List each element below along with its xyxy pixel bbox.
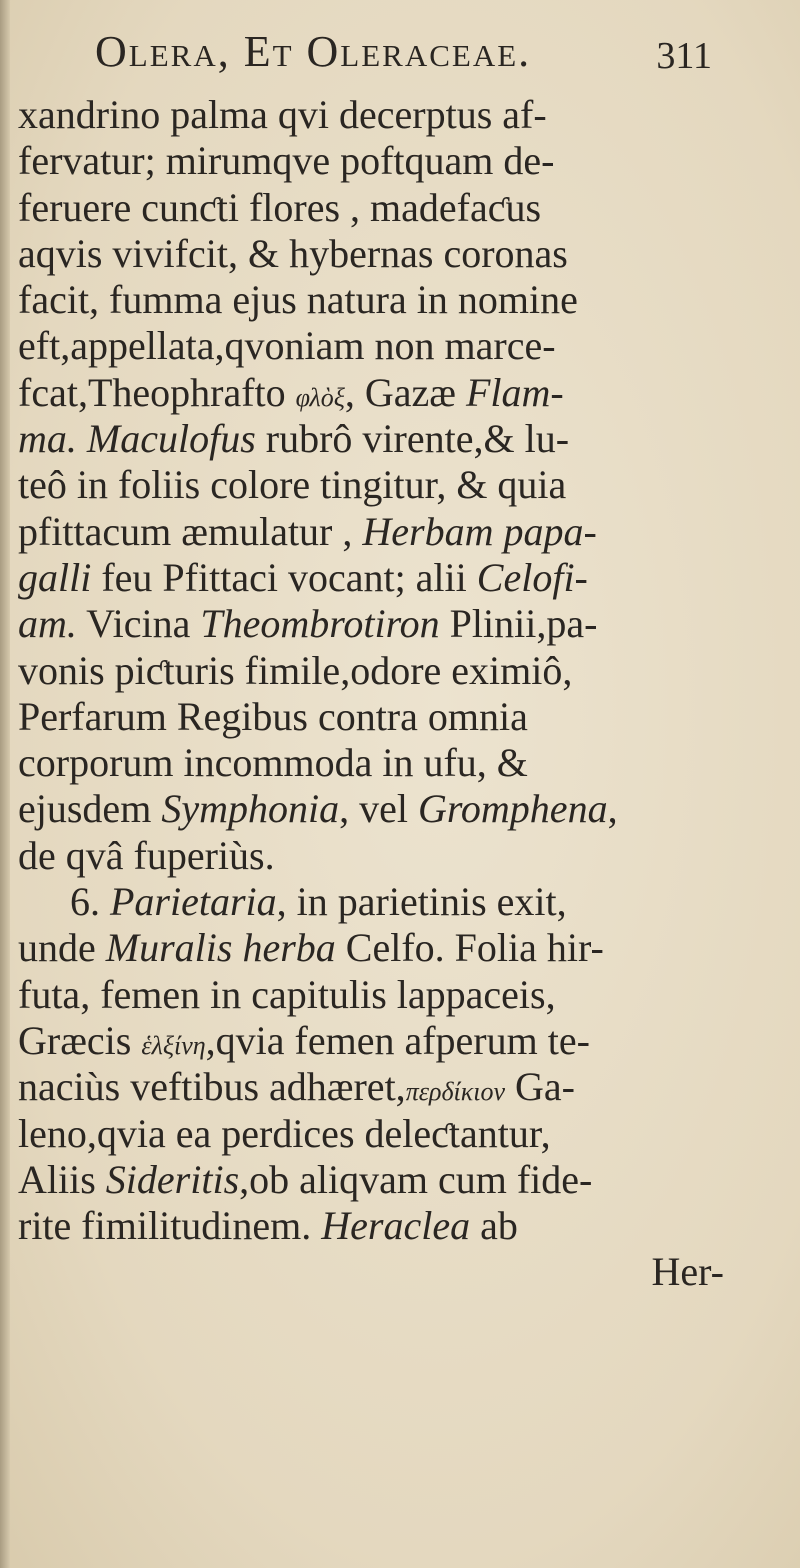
italic-term: ma. <box>18 416 77 462</box>
text-run: rubrô virente,& lu- <box>255 416 570 462</box>
text-line <box>18 509 724 555</box>
text-run: teô in foliis colore tingitur, & quia <box>18 462 567 508</box>
text-line <box>18 185 724 231</box>
greek-word: περδίκιον <box>405 1077 505 1107</box>
text-run: ,qvia femen afperum te- <box>205 1017 590 1063</box>
greek-word: ἑλξίνη <box>141 1030 206 1060</box>
text-run: fervatur; mirumqve poftquam de- <box>18 138 555 184</box>
text-run: aqvis vivifcit, & hybernas coronas <box>18 230 568 276</box>
text-run: vonis piƈturis fimile,odore eximiô, <box>18 647 573 693</box>
text-run: naciùs veftibus adhæret, <box>18 1064 406 1110</box>
text-run: Aliis <box>18 1156 106 1202</box>
text-line <box>18 648 724 694</box>
text-run: ab <box>470 1203 518 1249</box>
text-run: pfittacum æmulatur , <box>18 508 363 554</box>
italic-term: galli <box>18 554 92 600</box>
text-run: ,ob aliqvam cum fide- <box>239 1156 593 1202</box>
text-run: unde <box>18 925 106 971</box>
italic-term: Theombrotiron <box>200 601 440 647</box>
italic-term: Sideritis <box>105 1156 240 1202</box>
body-text <box>18 92 724 1296</box>
italic-term: am. <box>18 601 77 647</box>
text-run <box>77 416 87 461</box>
text-run: , in parietinis exit, <box>276 879 567 925</box>
text-run: Perfarum Regibus contra omnia <box>18 693 528 739</box>
text-line <box>18 138 724 184</box>
page-number: 311 <box>656 35 712 77</box>
text-line <box>18 1111 724 1157</box>
italic-term: Herbam papa- <box>362 508 597 554</box>
text-run: xandrino palma qvi decerptus af- <box>18 92 547 137</box>
text-line <box>18 740 724 786</box>
text-line <box>18 694 724 740</box>
text-line <box>18 1064 724 1110</box>
text-line <box>18 1249 724 1295</box>
italic-term: Celofi- <box>476 554 588 600</box>
text-line <box>18 1157 724 1203</box>
text-line <box>18 1018 724 1064</box>
italic-term: Maculofus <box>86 416 256 462</box>
text-run: Celfo. Folia hir- <box>335 925 604 971</box>
text-run: , <box>607 786 618 832</box>
text-run: Plinii,pa- <box>439 601 598 647</box>
text-line <box>18 601 724 647</box>
italic-term: Heraclea <box>321 1203 471 1249</box>
text-run: ejusdem <box>18 786 162 832</box>
text-line <box>18 277 724 323</box>
text-run: , Gazæ <box>344 369 466 415</box>
text-run: feu Pfittaci vocant; alii <box>91 554 477 600</box>
greek-word: φλὸξ <box>295 382 345 412</box>
text-run: , vel <box>339 786 418 832</box>
text-run: 6. <box>70 879 110 925</box>
text-line <box>18 416 724 462</box>
text-line <box>18 833 724 879</box>
text-run: futa, femen in capitulis lappaceis, <box>18 971 556 1017</box>
running-head: Olera, Et Oleraceae. <box>95 27 532 76</box>
text-run: Ga- <box>505 1064 575 1110</box>
page-header <box>0 26 800 86</box>
text-run: feruere cunƈti flores , madefaƈus <box>18 184 542 230</box>
text-line <box>18 555 724 601</box>
italic-term: Muralis herba <box>105 925 336 971</box>
text-line <box>18 370 724 416</box>
italic-term: Gromphena <box>417 786 608 832</box>
text-line <box>18 462 724 508</box>
text-line <box>18 879 724 925</box>
text-run: fcat,Theophrafto <box>18 369 296 415</box>
italic-term: Flam- <box>465 369 564 415</box>
text-run: leno,qvia ea perdices deleƈtantur, <box>18 1110 551 1156</box>
italic-term: Parietaria <box>110 879 277 925</box>
text-line <box>18 925 724 971</box>
page-gutter-shadow <box>0 0 10 1568</box>
text-run: Her- <box>651 1249 724 1295</box>
italic-term: Symphonia <box>161 786 340 832</box>
text-run: eft,appellata,qvoniam non marce- <box>18 323 556 369</box>
text-run: Vicina <box>76 601 201 647</box>
text-run: rite fimilitudinem. <box>18 1203 322 1249</box>
text-run: corporum incommoda in ufu, & <box>18 740 528 786</box>
text-line <box>18 323 724 369</box>
text-line <box>18 786 724 832</box>
text-run: de qvâ fuperiùs. <box>18 832 275 878</box>
text-line <box>18 231 724 277</box>
text-line <box>18 972 724 1018</box>
text-run: facit, fumma ejus natura in nomine <box>18 277 578 323</box>
text-line <box>18 92 724 138</box>
text-run: Græcis <box>18 1017 142 1063</box>
text-line <box>18 1203 724 1249</box>
